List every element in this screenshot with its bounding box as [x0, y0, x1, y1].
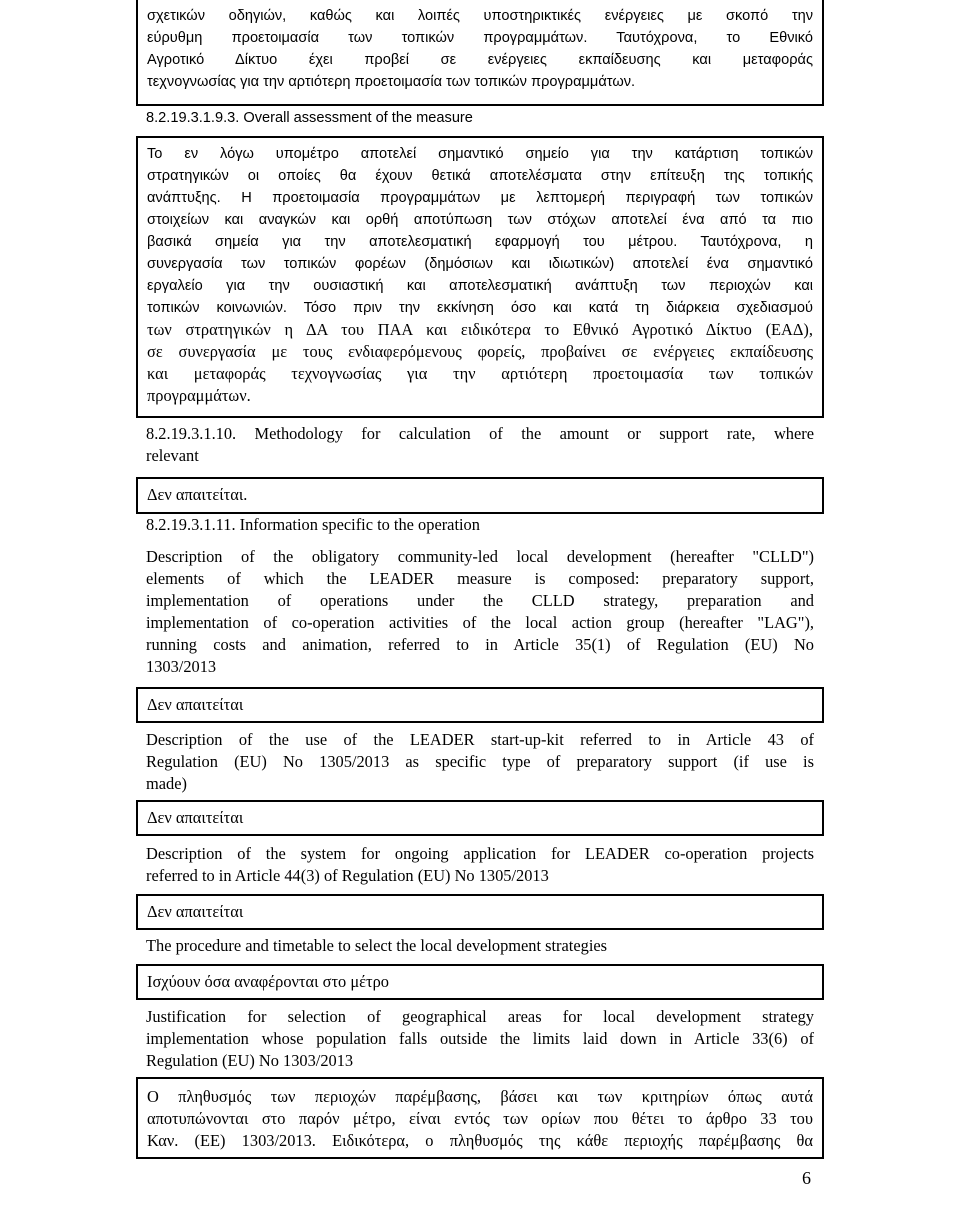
answer-text: Ισχύουν όσα αναφέρονται στο μέτρο — [147, 972, 389, 991]
assessment-line: σε συνεργασία με τους ενδιαφερόμενους φορείς, προβαίνει σε ενέργειες εκπαίδευσης — [147, 342, 813, 361]
startup-kit-answer-box — [136, 800, 824, 836]
overall-assessment-box — [136, 136, 824, 418]
methodology-answer-box — [136, 477, 824, 514]
section-heading-overall-assessment: 8.2.19.3.1.9.3. Overall assessment of the measure — [146, 110, 473, 126]
answer-text: αποτυπώνονται στο παρόν μέτρο, είναι εντός των ορίων που θέτει το άρθρο 33 του — [147, 1109, 813, 1128]
assessment-line: των στρατηγικών η ΔΑ του ΠΑΑ και ειδικότερα το Εθνικό Αγροτικό Δίκτυο (ΕΑΔ), — [147, 320, 813, 339]
justification-description: Justification for selection of geographical areas for local development strategy implementation whose population falls outside the limits laid down in Article 33(6) of Regulation (EU) No 1303/2013 — [146, 1007, 814, 1070]
answer-text: Δεν απαιτείται. — [147, 485, 248, 504]
assessment-line: εργαλείο για την ουσιαστική και αποτελεσματική ανάπτυξη των περιοχών και — [147, 278, 813, 294]
procedure-answer-box — [136, 964, 824, 1000]
assessment-line: συνεργασία των τοπικών φορέων (δημόσιων και ιδιωτικών) αποτελεί ένα σημαντικό — [147, 256, 813, 272]
section-heading-methodology: 8.2.19.3.1.10. Methodology for calculation of the amount or support rate, where relevant — [146, 424, 814, 465]
assessment-line: Το εν λόγω υπομέτρο αποτελεί σημαντικό σημείο για την κατάρτιση τοπικών — [147, 146, 813, 162]
justification-answer-box — [136, 1077, 824, 1159]
answer-text: Ο πληθυσμός των περιοχών παρέμβασης, βάσει και των κριτηρίων όπως αυτά — [147, 1087, 813, 1106]
page-number: 6 — [802, 1168, 811, 1188]
answer-text: Δεν απαιτείται — [147, 695, 244, 714]
answer-text: Καν. (ΕΕ) 1303/2013. Ειδικότερα, ο πληθυσμός της κάθε περιοχής παρέμβασης θα — [147, 1131, 813, 1150]
assessment-line: στρατηγικών οι οποίες θα έχουν θετικά αποτελέσματα στην επίτευξη της τοπικής — [147, 168, 813, 184]
answer-text: Δεν απαιτείται — [147, 808, 244, 827]
startup-kit-description: Description of the use of the LEADER start-up-kit referred to in Article 43 of Regulation (EU) No 1305/2013 as specific type of preparatory support (if use is made) — [146, 730, 814, 793]
cooperation-answer-box — [136, 894, 824, 930]
assessment-line: στοιχείων και αναγκών και ορθή αποτύπωση των στόχων αποτελεί ένα από τα πιο — [147, 212, 813, 228]
cooperation-description: Description of the system for ongoing application for LEADER co-operation projects referred to in Article 44(3) of Regulation (EU) No 1305/2013 — [146, 844, 814, 885]
assessment-line: βασικά σημεία για την αποτελεσματική εφαρμογή του μέτρου. Ταυτόχρονα, η — [147, 234, 813, 250]
assessment-line: ανάπτυξης. Η προετοιμασία προγραμμάτων με λεπτομερή περιγραφή των τοπικών — [147, 190, 813, 206]
assessment-line: και μεταφοράς τεχνογνωσίας για την αρτιότερη προετοιμασία των τοπικών — [147, 364, 813, 383]
procedure-description: The procedure and timetable to select the local development strategies — [146, 936, 608, 955]
continuation-line: Αγροτικό Δίκτυο έχει προβεί σε ενέργειες εκπαίδευσης και μεταφοράς — [147, 52, 813, 68]
clld-description: Description of the obligatory community-led local development (hereafter "CLLD") elements of which the LEADER measure is composed: preparatory support, implementation of operations under the CLLD strategy, preparation and implementation of co-operation activities of the local action group (hereafter "LAG"), running costs and animation, referred to in Article 35(1) of Regulation (EU) No 1303/2013 — [146, 547, 814, 676]
clld-answer-box — [136, 687, 824, 723]
assessment-line: τοπικών κοινωνιών. Τόσο πριν την εκκίνηση όσο και κατά τη διάρκεια σχεδιασμού — [147, 300, 813, 316]
continuation-box — [136, 0, 824, 106]
continuation-line: εύρυθμη προετοιμασία των τοπικών προγραμμάτων. Ταυτόχρονα, το Εθνικό — [147, 30, 813, 46]
continuation-line: τεχνογνωσίας για την αρτιότερη προετοιμασία των τοπικών προγραμμάτων. — [147, 74, 636, 90]
continuation-line: σχετικών οδηγιών, καθώς και λοιπές υποστηρικτικές ενέργειες με σκοπό την — [147, 8, 813, 24]
section-heading-information: 8.2.19.3.1.11. Information specific to the operation — [146, 515, 480, 534]
answer-text: Δεν απαιτείται — [147, 902, 244, 921]
assessment-line: προγραμμάτων. — [147, 386, 251, 405]
